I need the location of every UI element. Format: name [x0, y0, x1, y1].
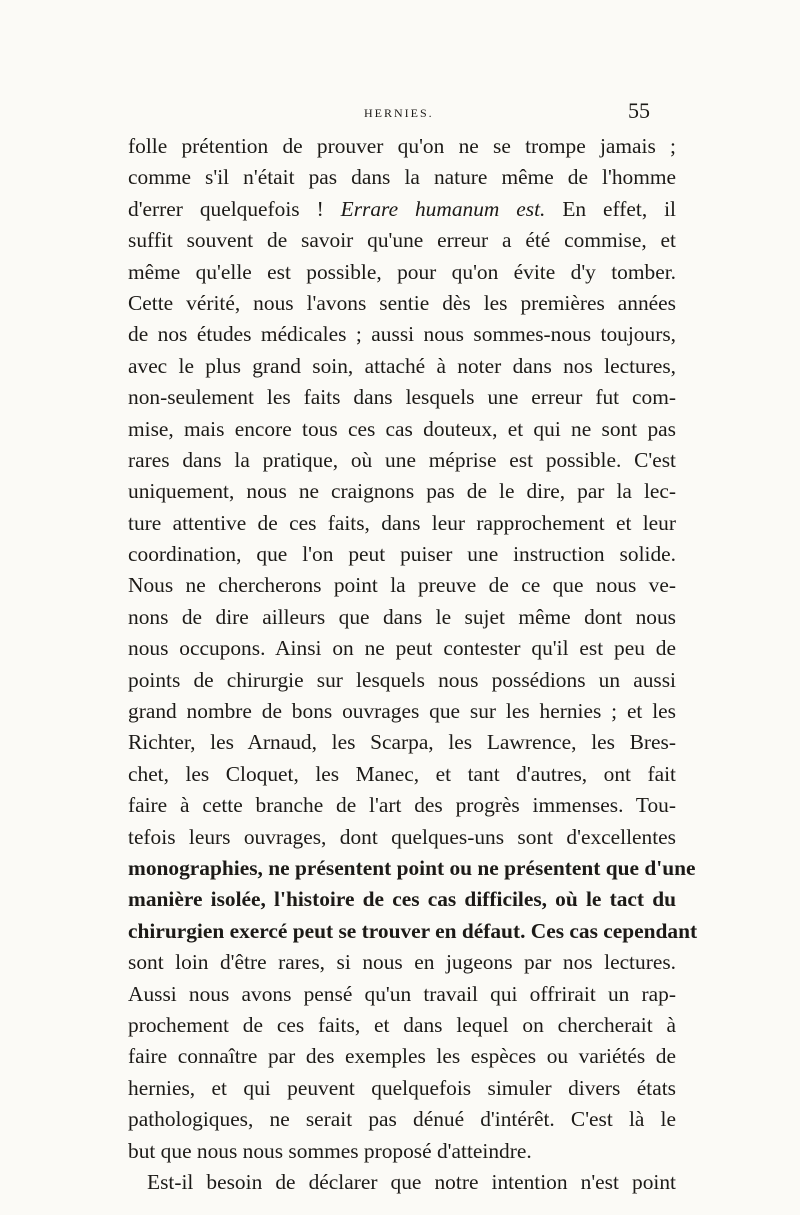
text-line: Aussi nous avons pensé qu'un travail qui offrirait un rap- [128, 981, 676, 1006]
running-head: HERNIES. [364, 106, 434, 120]
text-run: d'errer quelquefois ! [128, 196, 341, 221]
text-line: nons de dire ailleurs que dans le sujet même dont nous [128, 604, 676, 629]
text-line: tefois leurs ouvrages, dont quelques-uns sont d'excellentes [128, 824, 676, 849]
text-run: En effet, il [545, 196, 676, 221]
text-line: coordination, que l'on peut puiser une instruction solide. [128, 542, 676, 567]
paragraph [128, 1167, 676, 1198]
text-line: comme s'il n'était pas dans la nature même de l'homme [128, 165, 676, 190]
text-line: manière isolée, l'histoire de ces cas difficiles, où le tact du [128, 887, 676, 912]
text-line: grand nombre de bons ouvrages que sur les hernies ; et les [128, 699, 676, 724]
text-line: prochement de ces faits, et dans lequel on chercherait à [128, 1012, 676, 1037]
text-line: Nous ne chercherons point la preuve de ce que nous ve- [128, 573, 676, 598]
text-line: folle prétention de prouver qu'on ne se trompe jamais ; [128, 134, 676, 158]
text-line: ture attentive de ces faits, dans leur rapprochement et leur [128, 510, 676, 535]
text-line: de nos études médicales ; aussi nous sommes-nous toujours, [128, 322, 676, 347]
page-header [0, 98, 800, 128]
text-line: points de chirurgie sur lesquels nous possédions un aussi [128, 667, 676, 692]
text-line: but que nous nous sommes proposé d'atteindre. [128, 1138, 532, 1163]
text-line: chirurgien exercé peut se trouver en défaut. Ces cas cependant [128, 918, 698, 943]
text-line: monographies, ne présentent point ou ne présentent que d'une [128, 855, 696, 880]
page-number: 55 [628, 98, 650, 123]
text-line: Est-il besoin de déclarer que notre intention n'est point [147, 1169, 676, 1194]
text-line: sont loin d'être rares, si nous en jugeons par nos lectures. [128, 950, 676, 975]
text-line: chet, les Cloquet, les Manec, et tant d'autres, ont fait [128, 761, 676, 786]
text-line: faire à cette branche de l'art des progrès immenses. Tou- [128, 793, 676, 818]
text-line: rares dans la pratique, où une méprise est possible. C'est [128, 447, 676, 472]
paragraph [128, 131, 698, 1167]
text-line: mise, mais encore tous ces cas douteux, et qui ne sont pas [128, 416, 676, 441]
text-line: faire connaître par des exemples les espèces ou variétés de [128, 1044, 676, 1069]
text-line: suffit souvent de savoir qu'une erreur a été commise, et [128, 228, 676, 253]
text-line: avec le plus grand soin, attaché à noter dans nos lectures, [128, 353, 676, 378]
text-line: hernies, et qui peuvent quelquefois simuler divers états [128, 1075, 676, 1100]
text-line: non-seulement les faits dans lesquels une erreur fut com- [128, 385, 676, 410]
text-line: uniquement, nous ne craignons pas de le dire, par la lec- [128, 479, 676, 504]
text-line [128, 194, 676, 225]
text-line: même qu'elle est possible, pour qu'on évite d'y tomber. [128, 259, 676, 284]
text-line: nous occupons. Ainsi on ne peut contester qu'il est peu de [128, 636, 676, 661]
text-line: Cette vérité, nous l'avons sentie dès les premières années [128, 290, 676, 315]
body-text [128, 131, 698, 1198]
text-line: pathologiques, ne serait pas dénué d'intérêt. C'est là le [128, 1107, 676, 1132]
text-line: Richter, les Arnaud, les Scarpa, les Lawrence, les Bres- [128, 730, 676, 755]
latin-quote: Errare humanum est. [340, 196, 546, 221]
